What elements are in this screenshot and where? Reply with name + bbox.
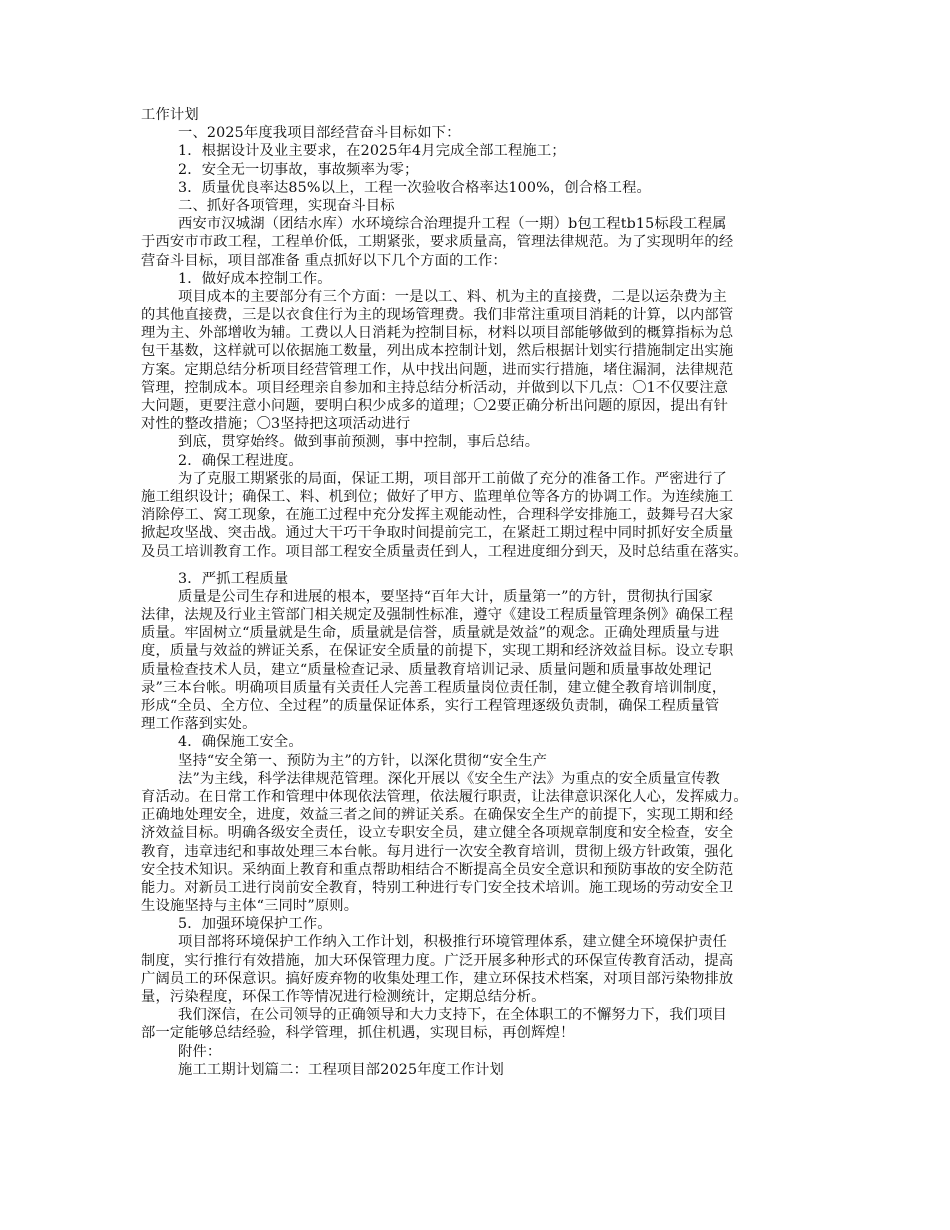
text-line: 营奋斗目标，项目部准备 重点抓好以下几个方面的工作： [141,252,507,269]
text-line: 安全技术知识。采纳面上教育和重点帮助相结合不断提高全员安全意识和预防事故的安全防范 [141,861,734,878]
text-line: 一、2025年度我项目部经营奋斗目标如下： [178,125,461,142]
text-line: 制度，实行推行有效措施，加大环保管理力度。广泛开展多种形式的环保宣传教育活动，提高 [141,952,734,969]
text-line: 到底，贯穿始终。做到事前预测，事中控制，事后总结。 [178,434,540,451]
text-line: 附件： [178,1043,222,1060]
text-line: 坚持“安全第一、预防为主”的方针，以深化贯彻“安全生产 [178,752,548,769]
text-line: 质量是公司生存和进展的根本，要坚持“百年大计，质量第一”的方针，贯彻执行国家 [178,588,714,605]
text-line: 消除停工、窝工现象，在施工过程中充分发挥主观能动性，合理科学安排施工，鼓舞号召大家 [141,507,734,524]
text-line: 1．根据设计及业主要求，在2025年4月完成全部工程施工； [178,143,566,160]
text-line: 1．做好成本控制工作。 [178,270,332,287]
text-line: 生设施坚持与主体“三同时”原则。 [141,898,359,915]
text-line: 掀起攻坚战、突击战。通过大干巧干争取时间提前完工，在紧赶工期过程中同时抓好安全质量 [141,525,734,542]
text-line: 教育，违章违纪和事故处理三本台帐。每月进行一次安全教育培训，贯彻上级方针政策，强化 [141,843,734,860]
text-line: 质量检查技术人员，建立“质量检查记录、质量教育培训记录、质量问题和质量事故处理记 [141,661,712,678]
text-line: 度，质量与效益的辨证关系，在保证安全质量的前提下，实现工期和经济效益目标。设立专职 [141,643,734,660]
text-line: 理为主、外部增收为辅。工费以人日消耗为控制目标，材料以项目部能够做到的概算指标为总 [141,325,734,342]
text-line: 项目部将环境保护工作纳入工作计划，积极推行环境管理体系，建立健全环境保护责任 [178,934,727,951]
text-line: 方案。定期总结分析项目经营管理工作，从中找出问题，进而实行措施，堵住漏洞，法律规范 [141,361,734,378]
document-title: 工作计划 [141,107,199,123]
text-line: 5．加强环境保护工作。 [178,916,332,933]
text-line: 3．质量优良率达85%以上，工程一次验收合格率达100%，创合格工程。 [178,179,652,196]
text-line: 量，污染程度，环保工作等情况进行检测统计，定期总结分析。 [141,989,546,1005]
text-line: 大问题，更要注意小问题，要明白积少成多的道理；〇2要正确分析出问题的原因，提出有针 [141,398,729,414]
text-line: 及员工培训教育工作。项目部工程安全质量责任到人，工程进度细分到天，及时总结重在落实。 [141,543,748,560]
text-line: 法律，法规及行业主管部门相关规定及强制性标准，遵守《建设工程质量管理条例》确保工程 [141,607,734,624]
text-line: 形成“全员、全方位、全过程”的质量保证体系，实行工程管理逐级负责制，确保工程质量管 [141,698,720,714]
text-line: 2．安全无一切事故，事故频率为零； [178,161,419,178]
text-line: 3．严抓工程质量 [178,570,289,587]
text-line: 西安市汉城湖（团结水库）水环境综合治理提升工程（一期）b包工程tb15标段工程属 [178,216,727,233]
document-page [141,106,821,1079]
paragraph-spacer [141,561,821,570]
text-line: 济效益目标。明确各级安全责任，设立专职安全员，建立健全各项规章制度和安全检查，安全 [141,825,734,842]
text-line: 对性的整改措施；〇3坚持把这项活动进行 [141,416,411,433]
text-line: 于西安市市政工程，工程单价低，工期紧张，要求质量高，管理法律规范。为了实现明年的经 [141,234,734,251]
text-line: 施工组织设计；确保工、料、机到位；做好了甲方、监理单位等各方的协调工作。为连续施工 [141,488,734,505]
text-line: 项目成本的主要部分有三个方面：一是以工、料、机为主的直接费，二是以运杂费为主 [178,288,727,305]
text-line: 管理，控制成本。项目经理亲自参加和主持总结分析活动，并做到以下几点：〇1不仅要注意 [141,379,729,396]
text-line: 2．确保工程进度。 [178,452,303,469]
text-line: 的其他直接费，三是以衣食住行为主的现场管理费。我们非常注重项目消耗的计算，以内部管 [141,307,734,324]
text-line: 质量。牢固树立“质量就是生命，质量就是信誉，质量就是效益”的观念。正确处理质量与进 [141,625,720,642]
text-line: 部一定能够总结经验，科学管理，抓住机遇，实现目标，再创辉煌！ [141,1025,575,1042]
text-line: 录”三本台帐。明确项目质量有关责任人完善工程质量岗位责任制，建立健全教育培训制度， [141,679,727,696]
text-line: 施工工期计划篇二：工程项目部2025年度工作计划 [178,1061,504,1078]
text-line: 二、抓好各项管理，实现奋斗目标 [178,197,395,214]
document-body [141,124,821,1079]
text-line: 广阔员工的环保意识。搞好废弃物的收集处理工作，建立环保技术档案，对项目部污染物排放 [141,970,734,987]
text-line: 理工作落到实处。 [141,716,257,733]
text-line: 为了克服工期紧张的局面，保证工期，项目部开工前做了充分的准备工作。严密进行了 [178,470,727,487]
text-line: 法”为主线，科学法律规范管理。深化开展以《安全生产法》为重点的安全质量宣传教 [178,770,720,787]
text-line: 4．确保施工安全。 [178,734,303,751]
text-line: 能力。对新员工进行岗前安全教育，特别工种进行专门安全技术培训。施工现场的劳动安全卫 [141,879,734,896]
text-line: 包干基数，这样就可以依据施工数量，列出成本控制计划，然后根据计划实行措施制定出实施 [141,343,734,360]
text-line: 正确地处理安全，进度，效益三者之间的辨证关系。在确保安全生产的前提下，实现工期和经 [141,807,734,824]
text-line: 育活动。在日常工作和管理中体现依法管理，依法履行职责，让法律意识深化人心，发挥威力。 [141,788,748,805]
text-line: 我们深信，在公司领导的正确领导和大力支持下，在全体职工的不懈努力下，我们项目 [178,1007,727,1024]
